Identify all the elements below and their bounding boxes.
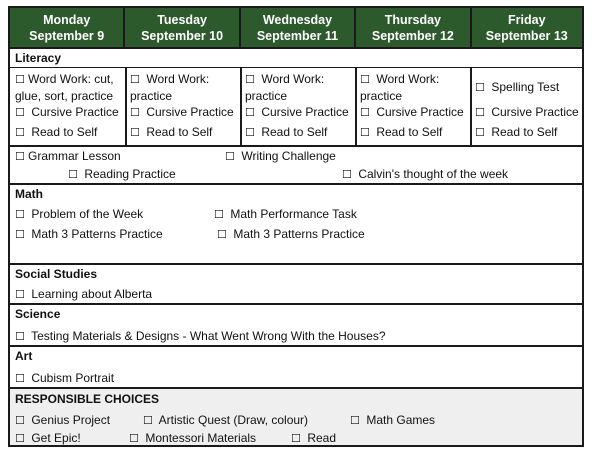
checkbox-icon[interactable]: ☐ (217, 228, 227, 241)
literacy-monday-cursive[interactable]: ☐ Cursive Practice (15, 105, 119, 119)
math-title: Math (15, 187, 43, 201)
checkbox-icon[interactable]: ☐ (475, 126, 485, 139)
checkbox-icon[interactable]: ☐ (143, 414, 153, 427)
row-divider (10, 303, 582, 305)
checkbox-icon[interactable]: ☐ (350, 414, 360, 427)
literacy-monday-read[interactable]: ☐ Read to Self (15, 125, 98, 139)
checkbox-icon[interactable]: ☐ (214, 208, 224, 221)
cubism-portrait-item[interactable]: ☐ Cubism Portrait (15, 371, 115, 385)
calvin-thought-item[interactable]: ☐ Calvin's thought of the week (342, 167, 509, 181)
day-date: September 9 (29, 29, 105, 43)
math-patterns-item-1[interactable]: ☐ Math 3 Patterns Practice (15, 227, 163, 241)
literacy-friday-spelling[interactable]: ☐ Spelling Test (475, 80, 560, 94)
learning-alberta-item[interactable]: ☐ Learning about Alberta (15, 287, 153, 301)
literacy-title-divider (10, 67, 582, 68)
literacy-tuesday-cursive[interactable]: ☐ Cursive Practice (130, 105, 234, 119)
checkbox-icon[interactable]: ☐ (15, 228, 25, 241)
checkbox-icon[interactable]: ☐ (129, 432, 139, 445)
checkbox-icon[interactable]: ☐ (245, 126, 255, 139)
day-name: Friday (508, 13, 546, 27)
column-divider (355, 67, 357, 145)
literacy-wednesday-read[interactable]: ☐ Read to Self (245, 125, 328, 139)
row-divider (10, 47, 582, 49)
checkbox-icon[interactable]: ☐ (130, 73, 140, 86)
header-day-thursday (356, 8, 471, 47)
header-day-wednesday (241, 8, 356, 47)
checkbox-icon[interactable]: ☐ (15, 330, 25, 343)
column-divider (470, 67, 472, 145)
literacy-thursday-cursive[interactable]: ☐ Cursive Practice (360, 105, 464, 119)
day-name: Thursday (384, 13, 441, 27)
checkbox-icon[interactable]: ☐ (130, 126, 140, 139)
checkbox-icon[interactable]: ☐ (225, 150, 235, 163)
checkbox-icon[interactable]: ☐ (475, 81, 485, 94)
reading-practice-item[interactable]: ☐ Reading Practice (68, 167, 176, 181)
checkbox-icon[interactable]: ☐ (291, 432, 301, 445)
row-divider (10, 345, 582, 347)
checkbox-icon[interactable]: ☐ (245, 106, 255, 119)
math-performance-item[interactable]: ☐ Math Performance Task (214, 207, 357, 221)
literacy-tuesday-read[interactable]: ☐ Read to Self (130, 125, 213, 139)
math-patterns-item-2[interactable]: ☐ Math 3 Patterns Practice (217, 227, 365, 241)
math-games-item[interactable]: ☐ Math Games (350, 413, 436, 427)
literacy-title: Literacy (15, 51, 62, 65)
social-studies-title: Social Studies (15, 267, 98, 281)
checkbox-icon[interactable]: ☐ (360, 126, 370, 139)
row-divider (10, 263, 582, 265)
science-title: Science (15, 307, 61, 321)
header-day-tuesday (125, 8, 240, 47)
column-divider (240, 67, 242, 145)
literacy-thursday-word-work[interactable]: ☐ Word Work: practice (360, 72, 440, 103)
column-divider (125, 67, 127, 145)
art-title: Art (15, 349, 33, 363)
literacy-wednesday-cursive[interactable]: ☐ Cursive Practice (245, 105, 349, 119)
row-divider (10, 145, 582, 147)
checkbox-icon[interactable]: ☐ (15, 288, 25, 301)
testing-materials-item[interactable]: ☐ Testing Materials & Designs - What Went Wrong With the Houses? (15, 329, 386, 343)
checkbox-icon[interactable]: ☐ (68, 168, 78, 181)
checkbox-icon[interactable]: ☐ (475, 106, 485, 119)
artistic-quest-item[interactable]: ☐ Artistic Quest (Draw, colour) (143, 413, 309, 427)
checkbox-icon[interactable]: ☐ (360, 106, 370, 119)
checkbox-icon[interactable]: ☐ (342, 168, 352, 181)
literacy-friday-read[interactable]: ☐ Read to Self (475, 125, 558, 139)
weekly-planner (8, 6, 584, 447)
checkbox-icon[interactable]: ☐ (130, 106, 140, 119)
checkbox-icon[interactable]: ☐ (15, 126, 25, 139)
get-epic-item[interactable]: ☐ Get Epic! (15, 431, 81, 445)
literacy-tuesday-word-work[interactable]: ☐ Word Work: practice (130, 72, 210, 103)
genius-project-item[interactable]: ☐ Genius Project (15, 413, 111, 427)
header-day-friday (472, 8, 582, 47)
day-name: Wednesday (262, 13, 333, 27)
responsible-choices-title: RESPONSIBLE CHOICES (15, 392, 160, 406)
checkbox-icon[interactable]: ☐ (15, 208, 25, 221)
day-date: September 11 (256, 29, 339, 43)
day-date: September 12 (371, 29, 454, 43)
checkbox-icon[interactable]: ☐ (15, 106, 25, 119)
literacy-wednesday-word-work[interactable]: ☐ Word Work: practice (245, 72, 325, 103)
day-name: Tuesday (157, 13, 207, 27)
checkbox-icon[interactable]: ☐ (15, 73, 25, 86)
day-date: September 13 (485, 29, 568, 43)
header-row (10, 8, 582, 47)
writing-challenge-item[interactable]: ☐ Writing Challenge (225, 149, 336, 163)
day-name: Monday (43, 13, 91, 27)
problem-of-week-item[interactable]: ☐ Problem of the Week (15, 207, 144, 221)
row-divider (10, 183, 582, 185)
montessori-materials-item[interactable]: ☐ Montessori Materials (129, 431, 257, 445)
literacy-thursday-read[interactable]: ☐ Read to Self (360, 125, 443, 139)
read-item[interactable]: ☐ Read (291, 431, 337, 445)
checkbox-icon[interactable]: ☐ (15, 150, 25, 163)
checkbox-icon[interactable]: ☐ (360, 73, 370, 86)
header-day-monday (10, 8, 125, 47)
literacy-friday-cursive[interactable]: ☐ Cursive Practice (475, 105, 579, 119)
checkbox-icon[interactable]: ☐ (15, 414, 25, 427)
checkbox-icon[interactable]: ☐ (15, 372, 25, 385)
checkbox-icon[interactable]: ☐ (245, 73, 255, 86)
checkbox-icon[interactable]: ☐ (15, 432, 25, 445)
grammar-lesson-item[interactable]: ☐ Grammar Lesson (15, 149, 121, 163)
literacy-monday-word-work[interactable]: ☐ Word Work: cut, glue, sort, practice (15, 72, 114, 103)
day-date: September 10 (141, 29, 224, 43)
